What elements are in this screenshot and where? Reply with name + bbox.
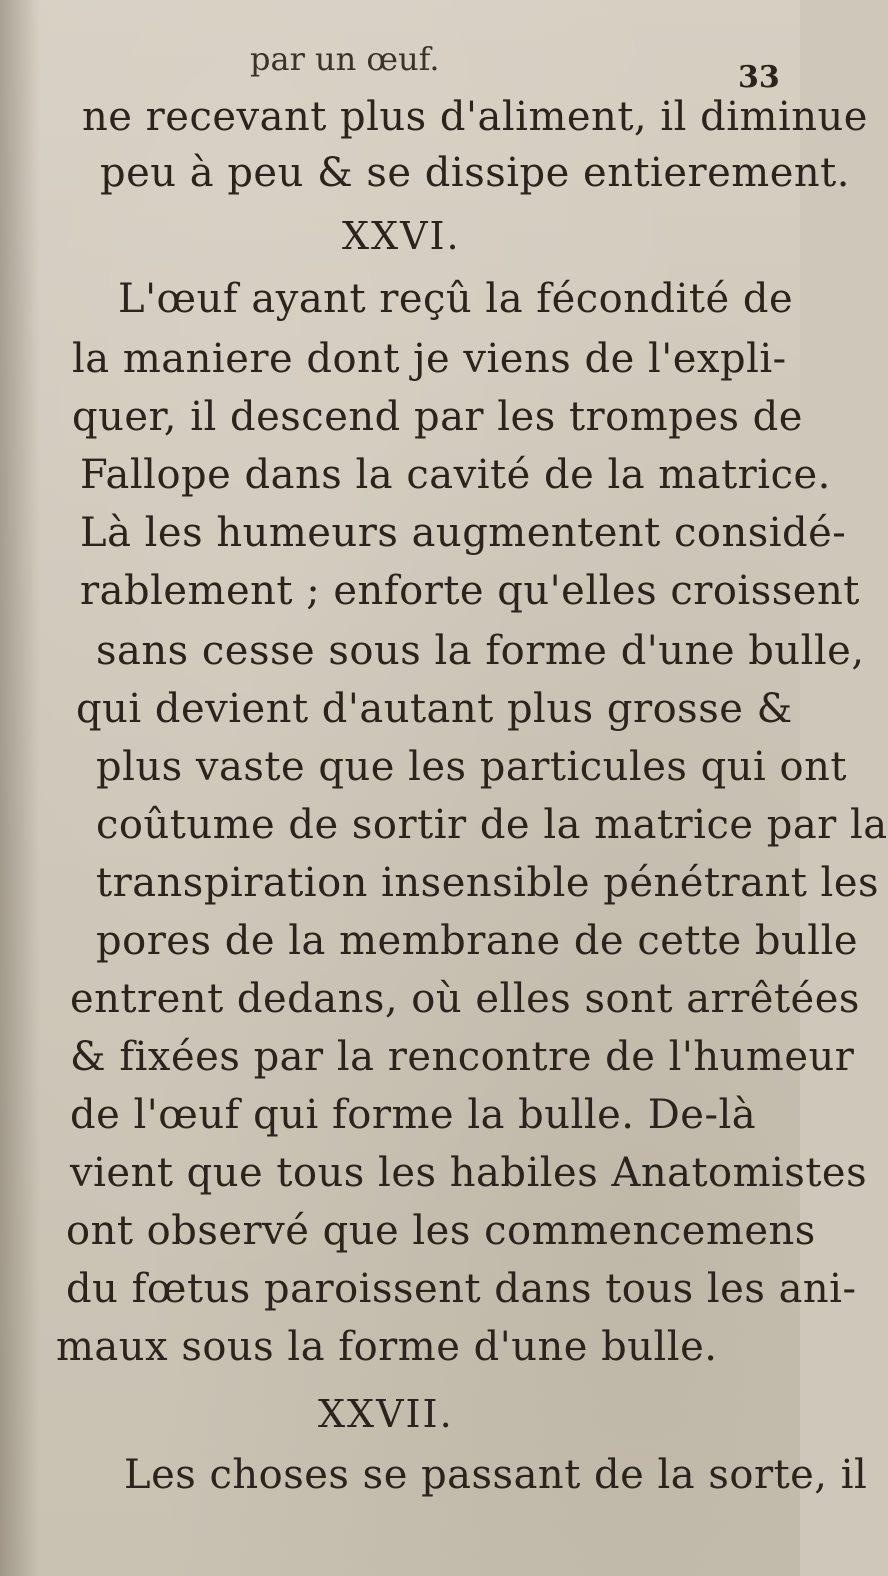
- text-line: Fallope dans la cavité de la matrice.: [80, 452, 831, 498]
- text-line: la maniere dont je viens de l'expli-: [72, 336, 787, 382]
- running-head: par un œuf.: [250, 40, 440, 78]
- text-line: rablement ; enforte qu'elles croissent: [80, 568, 860, 614]
- text-line: Là les humeurs augmentent considé-: [80, 510, 847, 556]
- page-number: 33: [738, 60, 780, 95]
- section-numeral: XXVI.: [342, 214, 461, 258]
- text-line: de l'œuf qui forme la bulle. De-là: [70, 1092, 757, 1138]
- text-line: pores de la membrane de cette bulle: [96, 918, 859, 964]
- text-line: qui devient d'autant plus grosse &: [76, 686, 793, 732]
- text-line: coûtume de sortir de la matrice par la: [96, 802, 888, 848]
- text-line: maux sous la forme d'une bulle.: [56, 1324, 718, 1370]
- text-line: entrent dedans, où elles sont arrêtées: [70, 976, 860, 1022]
- text-line: L'œuf ayant reçû la fécondité de: [118, 276, 794, 322]
- text-line: sans cesse sous la forme d'une bulle,: [96, 628, 865, 674]
- text-line: quer, il descend par les trompes de: [72, 394, 803, 440]
- text-line: ne recevant plus d'aliment, il diminue: [82, 94, 868, 140]
- text-line: Les choses se passant de la sorte, il: [124, 1452, 868, 1498]
- text-line: du fœtus paroissent dans tous les ani-: [66, 1266, 857, 1312]
- text-line: peu à peu & se dissipe entierement.: [100, 150, 850, 196]
- text-line: plus vaste que les particules qui ont: [96, 744, 847, 790]
- section-numeral: XXVII.: [318, 1392, 454, 1436]
- text-line: & fixées par la rencontre de l'humeur: [70, 1034, 855, 1080]
- text-line: vient que tous les habiles Anatomistes: [70, 1150, 868, 1196]
- text-line: transpiration insensible pénétrant les: [96, 860, 880, 906]
- text-line: ont observé que les commencemens: [66, 1208, 816, 1254]
